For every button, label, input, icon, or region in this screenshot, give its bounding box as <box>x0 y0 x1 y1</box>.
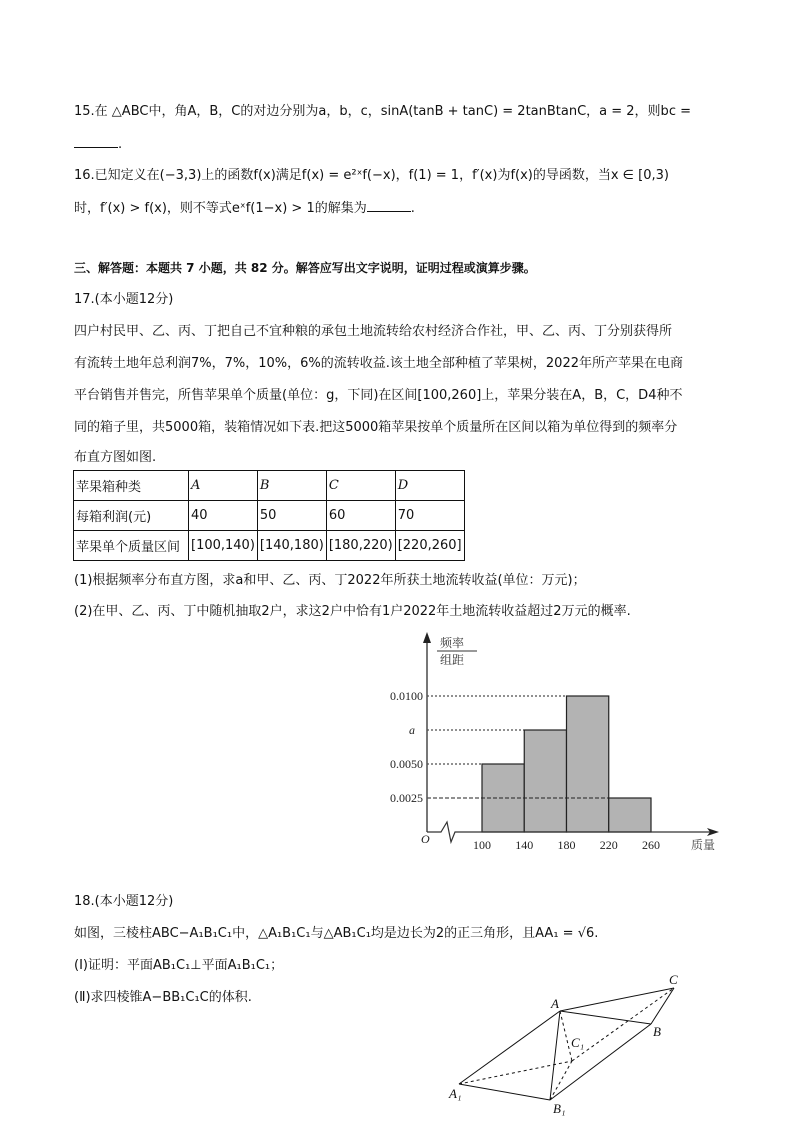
q16-answer-blank <box>367 199 411 212</box>
origin-label: O <box>421 832 430 846</box>
histogram-bar <box>567 696 609 832</box>
q16-period: . <box>410 201 415 216</box>
y-tick-label: a <box>409 723 415 737</box>
x-tick-label: 140 <box>515 838 534 852</box>
edge-AB <box>560 1011 651 1024</box>
edge-AC <box>560 988 674 1011</box>
edge-A1B1 <box>459 1084 550 1100</box>
x-axis-arrow-icon <box>707 828 719 836</box>
table-cell: 苹果箱种类 <box>74 471 189 501</box>
vertex-label-A1: A₁ <box>449 1086 462 1101</box>
x-axis-label: 质量 <box>691 838 716 852</box>
q18-title: 18.(本小题12分) <box>74 894 174 909</box>
q17-sub1: (1)根据频率分布直方图，求a和甲、乙、丙、丁2022年所获土地流转收益(单位：万元)； <box>74 573 586 588</box>
q17-para-line: 同的箱子里，共5000箱，装箱情况如下表.把这5000箱苹果按单个质量所在区间以箱为单位得到的频率分 <box>74 420 678 435</box>
q17-title: 17.(本小题12分) <box>74 292 174 307</box>
histogram-bar <box>524 730 566 832</box>
table-cell: [220,260] <box>395 531 464 561</box>
histogram-bar <box>609 798 651 832</box>
q15-answer-blank <box>74 135 118 148</box>
table-cell: [100,140) <box>189 531 258 561</box>
q17-para-line: 四户村民甲、乙、丙、丁把自己不宜种粮的承包土地流转给农村经济合作社，甲、乙、丙、丁分别获得所 <box>74 324 673 339</box>
y-tick-label: 0.0025 <box>390 791 423 805</box>
q17-para-line: 有流转土地年总利润7%，7%，10%，6%的流转收益.该土地全部种植了苹果树，2022年所产苹果在电商 <box>74 356 683 371</box>
table-cell: B <box>257 471 326 501</box>
y-tick-label: 0.0100 <box>390 689 423 703</box>
q18-part2: (Ⅱ)求四棱锥A−BB₁C₁C的体积. <box>74 990 252 1005</box>
section-heading: 三、解答题：本题共 7 小题，共 82 分。解答应写出文字说明，证明过程或演算步骤。 <box>74 261 536 275</box>
ylabel-denominator: 组距 <box>440 653 465 667</box>
table-cell: [140,180) <box>257 531 326 561</box>
q18-part1: (Ⅰ)证明：平面AB₁C₁⊥平面A₁B₁C₁； <box>74 958 284 973</box>
table-row <box>74 471 465 501</box>
x-tick-label: 180 <box>557 838 576 852</box>
edge-B1C1-hidden <box>550 1061 572 1100</box>
table-row <box>74 501 465 531</box>
x-axis <box>427 822 712 842</box>
table-cell: C <box>326 471 395 501</box>
vertex-label-C: C <box>669 972 678 987</box>
q15-period: . <box>118 137 123 152</box>
table-row <box>74 531 465 561</box>
q16-line1: 16.已知定义在(−3,3)上的函数f(x)满足f(x) = e²ˣf(−x)，f(1) = 1，f′(x)为f(x)的导函数，当x ∈ [0,3) <box>74 168 669 183</box>
table-cell: 每箱利润(元) <box>74 501 189 531</box>
apple-box-table <box>73 470 465 561</box>
q17-para-line: 平台销售并售完，所售苹果单个质量(单位：g，下同)在区间[100,260]上，苹果分装在A，B，C，D4种不 <box>74 388 683 403</box>
ylabel-numerator: 频率 <box>440 636 465 650</box>
table-cell: 50 <box>257 501 326 531</box>
q17-para-line: 布直方图如图. <box>74 450 157 465</box>
q16-line2-text: 时，f′(x) > f(x)，则不等式eˣf(1−x) > 1的解集为 <box>74 201 367 216</box>
table-cell: 苹果单个质量区间 <box>74 531 189 561</box>
q15-line1: 15.在 △ABC中，角A，B，C的对边分别为a，b，c，sinA(tanB + tanC) = 2tanBtanC，a = 2，则bc = <box>74 104 691 119</box>
edge-AB1 <box>550 1011 560 1100</box>
table-cell: A <box>189 471 258 501</box>
table-cell: 70 <box>395 501 464 531</box>
x-tick-label: 100 <box>473 838 491 852</box>
x-tick-label: 260 <box>642 838 660 852</box>
table-cell: D <box>395 471 464 501</box>
edge-AA1 <box>459 1011 560 1084</box>
edge-C1C-hidden <box>572 988 674 1061</box>
q16-line2 <box>74 199 415 218</box>
q18-line1: 如图，三棱柱ABC−A₁B₁C₁中，△A₁B₁C₁与△AB₁C₁均是边长为2的正三角形，且AA₁ = √6. <box>74 926 599 941</box>
edge-CB <box>651 988 674 1024</box>
y-tick-label: 0.0050 <box>390 757 423 771</box>
x-tick-label: 220 <box>599 838 618 852</box>
table-cell: 60 <box>326 501 395 531</box>
vertex-label-B: B <box>653 1024 661 1039</box>
edge-AC1-hidden <box>560 1011 572 1061</box>
table-cell: [180,220) <box>326 531 395 561</box>
q15-line2 <box>74 135 122 154</box>
vertex-label-C1: C₁ <box>571 1035 585 1050</box>
histogram-bar <box>482 764 524 832</box>
edge-B1B <box>550 1024 651 1100</box>
vertex-label-B1: B₁ <box>553 1101 566 1116</box>
y-axis-arrow-icon <box>423 632 431 643</box>
edge-A1C1-hidden <box>459 1061 572 1084</box>
q17-sub2: (2)在甲、乙、丙、丁中随机抽取2户，求这2户中恰有1户2022年土地流转收益超过2万元的概率. <box>74 604 631 619</box>
table-cell: 40 <box>189 501 258 531</box>
vertex-label-A: A <box>551 996 559 1011</box>
